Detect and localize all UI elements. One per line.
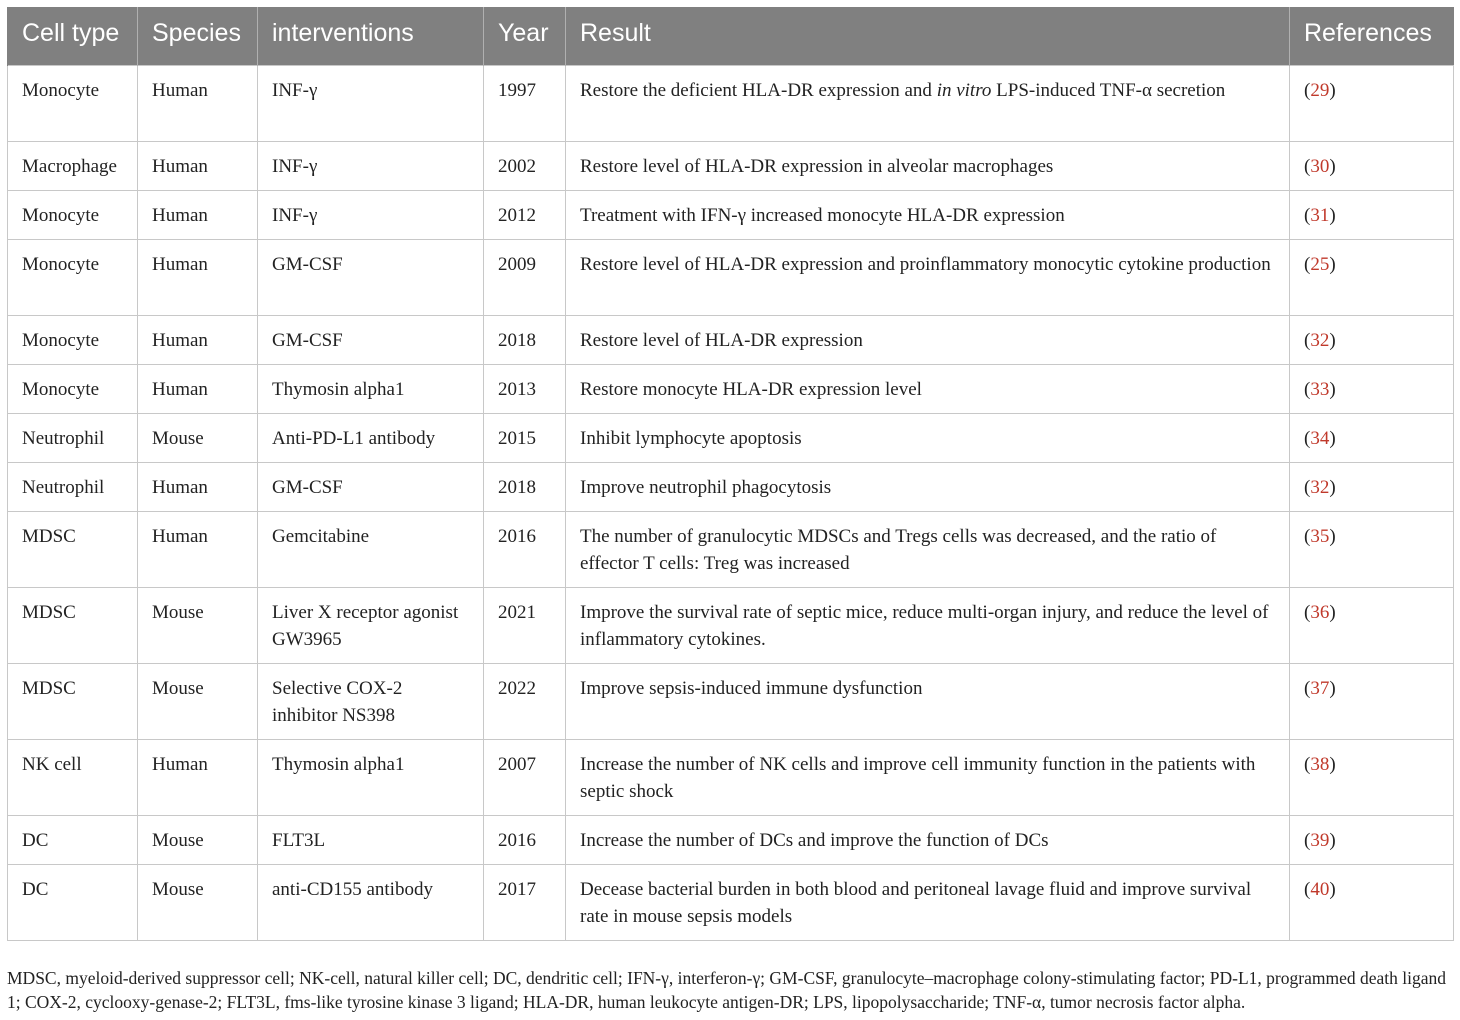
year-cell: 2009 [484,239,566,315]
intervention-cell: GM-CSF [258,315,484,364]
species-cell: Human [138,315,258,364]
result-cell [566,413,1290,462]
reference-cell: (32) [1290,462,1454,511]
reference-link[interactable]: 37 [1310,677,1330,699]
cell-type-cell: Neutrophil [8,413,138,462]
reference-link[interactable]: 39 [1310,829,1330,851]
table-row [8,739,1454,815]
table-row [8,239,1454,315]
species-cell: Human [138,190,258,239]
header-species: Species [138,7,258,65]
reference-link[interactable]: 33 [1310,378,1330,400]
year-cell: 2021 [484,587,566,663]
reference-link[interactable]: 32 [1310,329,1330,351]
intervention-cell: GM-CSF [258,462,484,511]
intervention-cell: FLT3L [258,815,484,864]
year-cell: 2022 [484,663,566,739]
result-cell [566,663,1290,739]
reference-link[interactable]: 40 [1310,878,1330,900]
result-cell [566,315,1290,364]
year-cell: 2015 [484,413,566,462]
result-text: Increase the number of DCs and improve the function of DCs [580,829,1049,851]
cell-type-cell: NK cell [8,739,138,815]
reference-cell: (30) [1290,141,1454,190]
species-cell: Mouse [138,413,258,462]
reference-cell: (35) [1290,511,1454,587]
reference-cell: (32) [1290,315,1454,364]
cell-type-cell: Monocyte [8,239,138,315]
result-text: Inhibit lymphocyte apoptosis [580,427,802,449]
reference-cell: (36) [1290,587,1454,663]
table-row [8,663,1454,739]
table-row [8,462,1454,511]
reference-cell: (38) [1290,739,1454,815]
year-cell: 2002 [484,141,566,190]
species-cell: Human [138,65,258,141]
year-cell: 2007 [484,739,566,815]
cell-type-cell: Monocyte [8,315,138,364]
cell-type-cell: MDSC [8,511,138,587]
table-row [8,141,1454,190]
data-table-container [7,7,1453,941]
header-references: References [1290,7,1454,65]
result-cell [566,815,1290,864]
header-year: Year [484,7,566,65]
reference-link[interactable]: 29 [1310,79,1330,101]
result-cell [566,864,1290,940]
cell-type-cell: Monocyte [8,190,138,239]
result-cell [566,141,1290,190]
year-cell: 2017 [484,864,566,940]
year-cell: 2018 [484,462,566,511]
result-cell [566,364,1290,413]
reference-cell: (39) [1290,815,1454,864]
reference-cell: (25) [1290,239,1454,315]
reference-link[interactable]: 31 [1310,204,1330,226]
intervention-cell: INF-γ [258,65,484,141]
interventions-table [7,7,1454,941]
result-text: Restore monocyte HLA-DR expression level [580,378,922,400]
species-cell: Mouse [138,864,258,940]
reference-cell: (33) [1290,364,1454,413]
species-cell: Mouse [138,587,258,663]
result-text: Restore level of HLA-DR expression [580,329,863,351]
cell-type-cell: Monocyte [8,364,138,413]
cell-type-cell: Macrophage [8,141,138,190]
result-text: Decease bacterial burden in both blood and peritoneal lavage fluid and improve survival rate in mouse sepsis models [580,878,1252,927]
reference-link[interactable]: 36 [1310,601,1330,623]
table-row [8,587,1454,663]
result-text: Increase the number of NK cells and improve cell immunity function in the patients with septic shock [580,753,1256,802]
reference-cell: (34) [1290,413,1454,462]
species-cell: Human [138,239,258,315]
header-cell-type: Cell type [8,7,138,65]
result-cell [566,739,1290,815]
result-cell [566,239,1290,315]
intervention-cell: INF-γ [258,141,484,190]
year-cell: 2012 [484,190,566,239]
cell-type-cell: Monocyte [8,65,138,141]
reference-cell: (37) [1290,663,1454,739]
species-cell: Human [138,511,258,587]
intervention-cell: INF-γ [258,190,484,239]
intervention-cell: GM-CSF [258,239,484,315]
result-text: Restore level of HLA-DR expression in alveolar macrophages [580,155,1054,177]
result-italic-text: in vitro [936,79,992,101]
reference-link[interactable]: 35 [1310,525,1330,547]
intervention-cell: anti-CD155 antibody [258,864,484,940]
cell-type-cell: DC [8,815,138,864]
result-cell [566,65,1290,141]
table-row [8,315,1454,364]
year-cell: 2016 [484,511,566,587]
reference-cell: (31) [1290,190,1454,239]
year-cell: 2016 [484,815,566,864]
result-cell [566,587,1290,663]
intervention-cell: Gemcitabine [258,511,484,587]
header-result: Result [566,7,1290,65]
intervention-cell: Thymosin alpha1 [258,364,484,413]
cell-type-cell: MDSC [8,663,138,739]
intervention-cell: Thymosin alpha1 [258,739,484,815]
result-cell [566,190,1290,239]
cell-type-cell: MDSC [8,587,138,663]
result-text: Improve sepsis-induced immune dysfunction [580,677,923,699]
result-text: Treatment with IFN-γ increased monocyte HLA-DR expression [580,204,1065,226]
species-cell: Human [138,141,258,190]
table-row [8,364,1454,413]
table-row [8,65,1454,141]
table-row [8,815,1454,864]
species-cell: Mouse [138,663,258,739]
table-header-row [8,7,1454,65]
reference-link[interactable]: 30 [1310,155,1330,177]
intervention-cell: Anti-PD-L1 antibody [258,413,484,462]
table-row [8,190,1454,239]
table-footnote: MDSC, myeloid-derived suppressor cell; NK-cell, natural killer cell; DC, dendritic cell; IFN-γ, interferon-γ; GM-CSF, granulocyte–macrophage colony-stimulating factor; PD-L1, programmed death ligand 1; COX-2, cyclooxy-genase-2; FLT3L, fms-like tyrosine kinase 3 ligand; HLA-DR, human leukocyte antigen-DR; LPS, lipopolysaccharide; TNF-α, tumor necrosis factor alpha. [7,968,1446,1012]
result-text: Restore level of HLA-DR expression and proinflammatory monocytic cytokine production [580,253,1271,275]
reference-link[interactable]: 38 [1310,753,1330,775]
cell-type-cell: Neutrophil [8,462,138,511]
year-cell: 2013 [484,364,566,413]
species-cell: Mouse [138,815,258,864]
header-interventions: interventions [258,7,484,65]
table-row [8,511,1454,587]
table-body [8,65,1454,940]
year-cell: 1997 [484,65,566,141]
result-text: Restore the deficient HLA-DR expression and [580,79,937,101]
reference-cell: (40) [1290,864,1454,940]
species-cell: Human [138,739,258,815]
table-row [8,413,1454,462]
table-row [8,864,1454,940]
result-cell [566,462,1290,511]
result-text-continued: LPS-induced TNF-α secretion [991,79,1226,101]
species-cell: Human [138,462,258,511]
intervention-cell: Selective COX-2 inhibitor NS398 [258,663,484,739]
cell-type-cell: DC [8,864,138,940]
species-cell: Human [138,364,258,413]
reference-link[interactable]: 25 [1310,253,1330,275]
reference-link[interactable]: 34 [1310,427,1330,449]
result-cell [566,511,1290,587]
result-text: The number of granulocytic MDSCs and Tregs cells was decreased, and the ratio of effector T cells: Treg was increased [580,525,1217,574]
intervention-cell: Liver X receptor agonist GW3965 [258,587,484,663]
result-text: Improve the survival rate of septic mice, reduce multi-organ injury, and reduce the level of inflammatory cytokines. [580,601,1269,650]
result-text: Improve neutrophil phagocytosis [580,476,832,498]
year-cell: 2018 [484,315,566,364]
reference-link[interactable]: 32 [1310,476,1330,498]
reference-cell: (29) [1290,65,1454,141]
